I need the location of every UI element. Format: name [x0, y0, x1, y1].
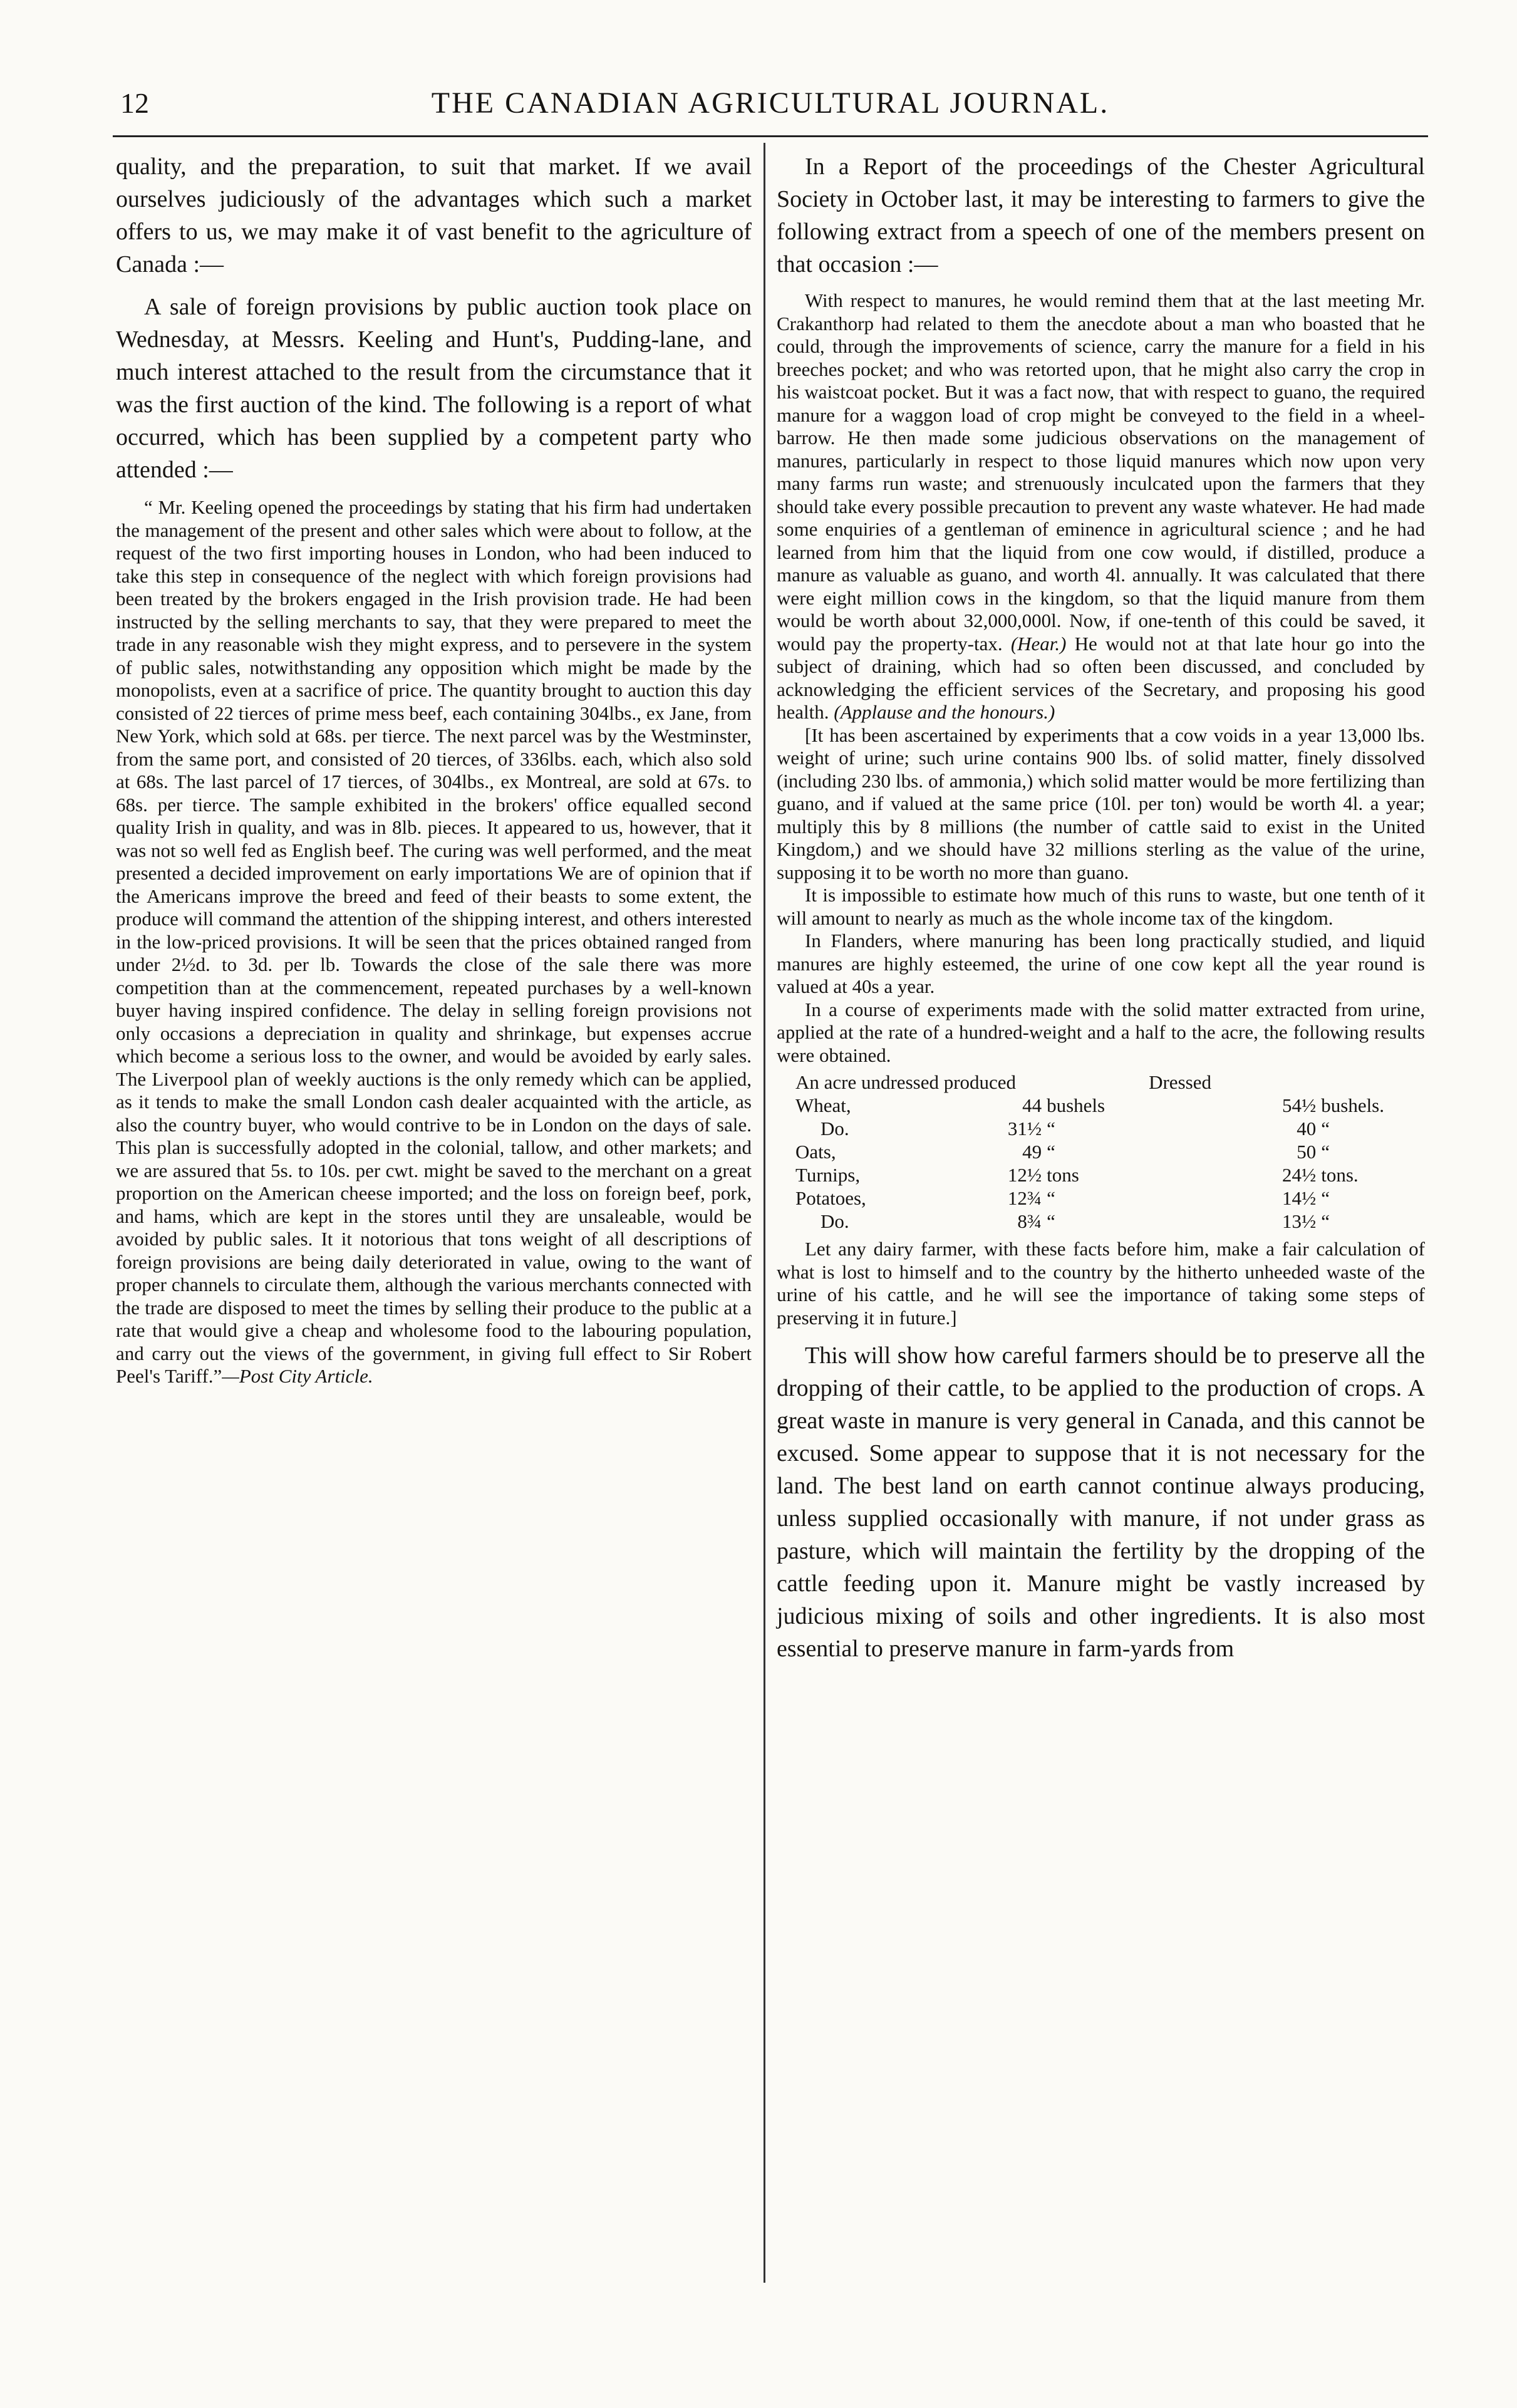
dressed-yield: 40 — [1297, 1118, 1317, 1139]
right-column — [777, 150, 1425, 1674]
paragraph: This will show how careful farmers should be to preserve all the dropping of their cattle, to be applied to the production of crops. A great waste in manure is very general in Canada, and this cannot be excused. Some appear to suppose that it is not necessary for the land. The best land on earth cannot continue always producing, unless supplied occasionally with manure, if not under grass as pasture, which will maintain the fertility by the dropping of the cattle feeding upon it. Manure might be vastly increased by judicious mixing of soils and other ingredients. It is also most essential to preserve manure in farm-yards from — [777, 1342, 1425, 1662]
paragraph: quality, and the preparation, to suit that market. If we avail ourselves judiciously of the advantages which such a market offers to us, we may make it of vast benefit to the agriculture of Canada :— — [116, 153, 752, 278]
undressed-yield: 12½ — [1007, 1164, 1042, 1186]
undressed-yield: 12¾ — [1007, 1187, 1042, 1209]
crop-yield-table — [795, 1071, 1384, 1233]
undressed-yield: 49 — [1022, 1141, 1042, 1163]
source-citation: —Post City Article. — [222, 1365, 373, 1387]
table-row — [795, 1094, 1384, 1117]
unit: bushels — [1047, 1094, 1105, 1116]
unit: “ — [1047, 1210, 1055, 1232]
unit: “ — [1321, 1141, 1330, 1163]
unit: “ — [1047, 1118, 1055, 1139]
hear-remark: (Hear.) — [1010, 632, 1067, 655]
unit: “ — [1047, 1141, 1055, 1163]
table-row — [795, 1163, 1384, 1186]
header-rule — [113, 135, 1428, 137]
column-header-dressed: Dressed — [1149, 1071, 1211, 1093]
journal-title: THE CANADIAN AGRICULTURAL JOURNAL. — [431, 86, 1110, 120]
crop-name: Oats, — [795, 1141, 836, 1163]
editor-note: It is impossible to estimate how much of this runs to waste, but one tenth of it will amount to nearly as much as the whole income tax of the kingdom. — [777, 884, 1425, 929]
dressed-yield: 24½ — [1282, 1164, 1317, 1186]
table-row — [795, 1117, 1384, 1140]
editor-note: In a course of experiments made with the solid matter extracted from urine, applied at the rate of a hundred-weight and a half to the acre, the following results were obtained. — [777, 998, 1425, 1066]
paragraph: In a Report of the proceedings of the Chester Agricultural Society in October last, it may be interesting to farmers to give the following extract from a speech of one of the members present on that occasion :— — [777, 153, 1425, 278]
unit: “ — [1321, 1210, 1330, 1232]
crop-name: Do. — [821, 1210, 849, 1232]
table-row — [795, 1140, 1384, 1163]
unit: “ — [1047, 1187, 1055, 1209]
dressed-yield: 13½ — [1282, 1210, 1317, 1232]
undressed-yield: 8¾ — [1017, 1210, 1042, 1232]
table-header-row — [795, 1071, 1384, 1094]
unit: “ — [1321, 1187, 1330, 1209]
unit: bushels. — [1321, 1094, 1384, 1116]
table-row — [795, 1210, 1384, 1233]
paragraph: A sale of foreign provisions by public auction took place on Wednesday, at Messrs. Keeling and Hunt's, Pudding-lane, and much interest attached to the result from the circumstance that it was the first auction of the kind. The following is a report of what occurred, which has been supplied by a competent party who attended :— — [116, 294, 752, 483]
left-column — [116, 150, 752, 1388]
column-header-undressed: An acre undressed produced — [795, 1071, 1017, 1093]
editor-note: Let any dairy farmer, with these facts before him, make a fair calculation of what is lost to himself and to the country by the hitherto unheeded waste of the urine of his cattle, and he will see the importance of taking some steps of preserving it in future.] — [777, 1238, 1425, 1329]
crop-name: Potatoes, — [795, 1187, 866, 1209]
unit: tons — [1047, 1164, 1079, 1186]
table-row — [795, 1186, 1384, 1210]
quoted-report-text: “ Mr. Keeling opened the proceedings by stating that his firm had undertaken the management of the present and other sales which were about to follow, at the request of the two first importing houses in London, who had been induced to take this step in consequence of the neglect with which foreign provisions had been treated by the brokers engaged in the Irish provision trade. He had been instructed by the selling merchants to say, that they were prepared to meet the trade in any reasonable wish they might express, and to persevere in the system of public sales, notwithstanding any opposition which might be made by the monopolists, even at a sacrifice of price. The quantity brought to auction this day consisted of 22 tierces of prime mess beef, each containing 304lbs., ex Jane, from New York, which sold at 68s. per tierce. The next parcel was by the Westminster, from the same port, and consisted of 20 tierces, of 336lbs. each, which also sold at 68s. The last parcel of 17 tierces, of 304lbs., ex Montreal, are sold at 67s. to 68s. per tierce. The sample exhibited in the brokers' office equalled second quality Irish in quality, and was in 8lb. pieces. It appeared to us, however, that it was not so well fed as English beef. The curing was well performed, and the meat presented a decided improvement on early importations We are of opinion that if the Americans improve the breed and feed of their beasts to some extent, the produce will command the attention of the shipping interest, and others interested in the low-priced provisions. It will be seen that the prices obtained ranged from under 2½d. to 3d. per lb. Towards the close of the sale there was more competition than at the commencement, repeated purchases by a well-known buyer having inspired confidence. The delay in selling foreign provisions not only occasions a depreciation in quality and shrinkage, but expenses accrue which become a serious loss to the owner, and would be avoided by early sales. The Liverpool plan of weekly auctions is the only remedy which can be applied, as it tends to make the small London cash dealer acquainted with the article, as also the country buyer, who would contrive to be in London on the days of sale. This plan is successfully adopted in the colonial, tallow, and other markets; and we are assured that 5s. to 10s. per cwt. might be saved to the merchant on a great proportion on the American cheese imported; and the loss on foreign beef, pork, and hams, which are kept in the stores until they are unsaleable, would be avoided by public sales. It it notorious that tons weight of all descriptions of foreign provisions are being daily deteriorated in value, owing to the want of proper channels to circulate them, although the various merchants connected with the trade are disposed to meet the times by selling their produce to the public at a rate that would give a cheap and wholesome food to the labouring population, and carry out the views of the government, in giving full effect to Sir Robert Peel's Tariff.” — [116, 496, 752, 1387]
editor-note: In Flanders, where manuring has been long practically studied, and liquid manures are highly esteemed, the urine of one cow kept all the year round is valued at 40s a year. — [777, 930, 1425, 997]
speech-extract — [777, 289, 1425, 724]
crop-name: Turnips, — [795, 1164, 861, 1186]
page-number: 12 — [120, 87, 149, 119]
dressed-yield: 54½ — [1282, 1094, 1317, 1116]
crop-name: Do. — [821, 1118, 849, 1139]
crop-name: Wheat, — [795, 1094, 851, 1116]
speech-text: With respect to manures, he would remind them that at the last meeting Mr. Crakanthorp had related to them the anecdote about a man who boasted that he could, through the improvements of science, carry the manure for a field in his breeches pocket; and who was retorted upon, that he might also carry the crop in his waistcoat pocket. But it was a fact now, that with respect to guano, the required manure for a waggon load of crop might be conveyed to the field in a wheel-barrow. He then made some judicious observations on the management of manures, particularly in respect to those liquid manures which now upon very many farms run waste; and strenuously inculcated upon the farmers that they should take every possible precaution to prevent any waste whatever. He had made some enquiries of a gentleman of eminence in agricultural science ; and he had learned from him that the liquid from one cow would, if distilled, produce a manure as valuable as guano, and worth 4l. annually. It was calculated that there were eight million cows in the kingdom, so that the liquid manure from them would be worth about 32,000,000l. Now, if one-tenth of this could be saved, it would pay the property-tax. — [777, 289, 1425, 655]
undressed-yield: 44 — [1022, 1094, 1042, 1116]
dressed-yield: 14½ — [1282, 1187, 1317, 1209]
unit: “ — [1321, 1118, 1330, 1139]
applause-remark: (Applause and the honours.) — [834, 701, 1055, 723]
unit: tons. — [1321, 1164, 1359, 1186]
column-divider — [764, 143, 765, 2283]
speech-text: He would not at that late hour go into the subject of draining, which had so often been discussed, and concluded by acknowledging the efficient services of the Secretary, and proposing his good health. — [777, 632, 1426, 723]
undressed-yield: 31½ — [1007, 1118, 1042, 1139]
page-header — [113, 85, 1428, 128]
editor-note: [It has been ascertained by experiments that a cow voids in a year 13,000 lbs. weight of urine; such urine contains 900 lbs. of solid matter, finely dissolved (including 230 lbs. of ammonia,) which solid matter would be more fertilizing than guano, and if valued at the same price (10l. per ton) would be worth 4l. a year; multiply this by 8 millions (the number of cattle said to exist in the United Kingdom,) and we should have 32 millions sterling as the value of the urine, supposing it to be worth no more than guano. — [777, 724, 1425, 883]
dressed-yield: 50 — [1297, 1141, 1317, 1163]
quoted-report — [116, 496, 752, 1388]
